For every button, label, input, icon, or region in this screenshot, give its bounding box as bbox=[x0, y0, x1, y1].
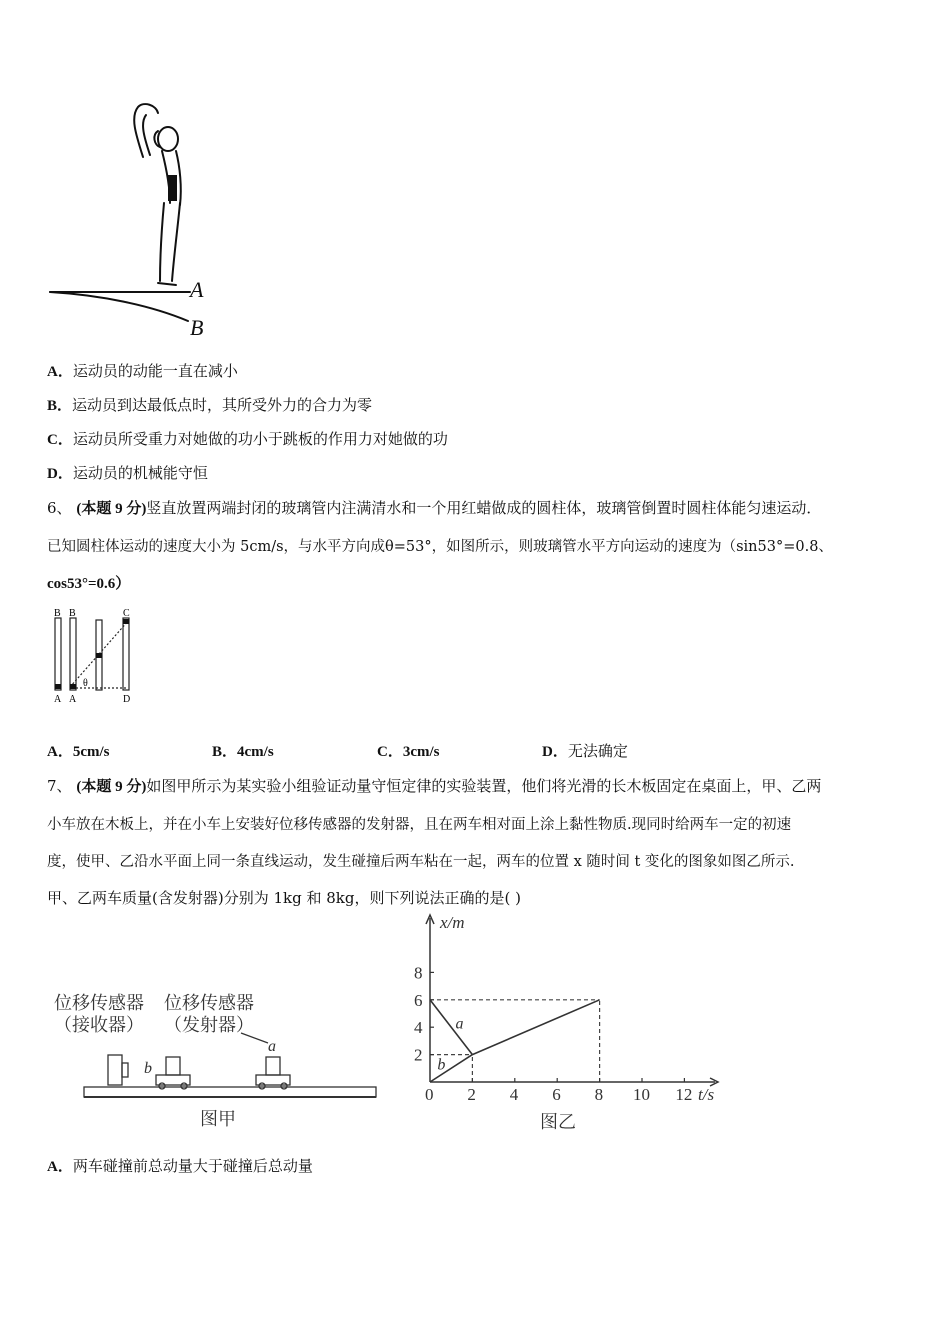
tube-label-c: C bbox=[123, 608, 130, 619]
q5-option-d: D．运动员的机械能守恒 bbox=[47, 464, 208, 482]
q7-line4: 甲、乙两车质量(含发射器)分别为 1kg 和 8kg，则下列说法正确的是( ) bbox=[47, 889, 521, 907]
q6-option-d: D．无法确定 bbox=[542, 742, 628, 760]
x-tick-label-8: 8 bbox=[594, 1085, 604, 1104]
label-a: A bbox=[190, 277, 204, 302]
tube-label-a1: A bbox=[54, 694, 62, 705]
q7-line1: 7、 (本题 9 分)如图甲所示为某实验小组验证动量守恒定律的实验装置，他们将光滑的长木板固定在桌面上，甲、乙两 bbox=[47, 777, 822, 795]
series-b bbox=[430, 1055, 472, 1082]
x-axis-label: t/s bbox=[698, 1085, 715, 1104]
y-tick-label-8: 8 bbox=[414, 963, 423, 983]
x-tick-label-10: 10 bbox=[633, 1085, 650, 1104]
tube-figure bbox=[46, 606, 146, 706]
x-tick-label-2: 2 bbox=[467, 1085, 476, 1104]
q6-line3: cos53°=0.6） bbox=[47, 576, 131, 592]
q5-option-a: A．运动员的动能一直在减小 bbox=[47, 362, 238, 380]
y-axis-label: x/m bbox=[440, 913, 465, 932]
q7-line3: 度，使甲、乙沿水平面上同一条直线运动，发生碰撞后两车粘在一起，两车的位置 x 随时间 t 变化的图象如图乙所示. bbox=[47, 854, 795, 870]
emitter-label-2: （发射器） bbox=[164, 1015, 254, 1035]
apparatus-figure bbox=[46, 985, 396, 1135]
x-tick-label-6: 6 bbox=[552, 1085, 561, 1104]
q5-option-b: B．运动员到达最低点时，其所受外力的合力为零 bbox=[47, 396, 373, 414]
fig-jia-caption: 图甲 bbox=[200, 1109, 236, 1129]
series-label-b: b bbox=[437, 1056, 446, 1074]
q6-line2: 已知圆柱体运动的速度大小为 5cm/s，与水平方向成θ=53°，如图所示，则玻璃管水平方向运动的速度为（sin53°=0.8、 bbox=[47, 539, 833, 555]
x-tick-label-0: 0 bbox=[425, 1085, 434, 1104]
q5-option-c: C．运动员所受重力对她做的功小于跳板的作用力对她做的功 bbox=[47, 430, 448, 448]
emitter-label-1: 位移传感器 bbox=[164, 993, 254, 1013]
xt-chart bbox=[400, 910, 730, 1135]
y-tick-label-6: 6 bbox=[414, 990, 423, 1010]
cart-b-label: b bbox=[144, 1060, 152, 1077]
diver-figure bbox=[40, 95, 240, 345]
q7-option-a: A．两车碰撞前总动量大于碰撞后总动量 bbox=[47, 1157, 313, 1175]
series-combined bbox=[472, 1000, 599, 1055]
y-tick-label-2: 2 bbox=[414, 1045, 423, 1065]
tube-label-a2: A bbox=[69, 694, 77, 705]
y-tick-label-4: 4 bbox=[414, 1018, 423, 1038]
receiver-label-1: 位移传感器 bbox=[54, 993, 144, 1013]
tube-label-b2: B bbox=[69, 608, 76, 619]
x-tick-label-12: 12 bbox=[675, 1085, 693, 1104]
q6-option-a: A．5cm/s bbox=[47, 744, 110, 760]
label-b: B bbox=[190, 315, 204, 340]
q6-option-c: C．3cm/s bbox=[377, 744, 440, 760]
tube-label-theta: θ bbox=[83, 678, 88, 689]
tube-label-b1: B bbox=[54, 608, 61, 619]
series-label-a: a bbox=[455, 1015, 464, 1033]
series-a bbox=[430, 1000, 472, 1055]
q7-line2: 小车放在木板上，并在小车上安装好位移传感器的发射器，且在两车相对面上涂上黏性物质.现同时给两车一定的初速 bbox=[47, 817, 792, 833]
q6-option-b: B．4cm/s bbox=[212, 744, 274, 760]
chart-caption: 图乙 bbox=[540, 1112, 576, 1132]
tube-label-d: D bbox=[123, 694, 131, 705]
cart-a-label: a bbox=[268, 1038, 276, 1055]
receiver-label-2: （接收器） bbox=[54, 1015, 144, 1035]
q6-line1: 6、 (本题 9 分)竖直放置两端封闭的玻璃管内注满清水和一个用红蜡做成的圆柱体，玻璃管倒置时圆柱体能匀速运动． bbox=[47, 499, 822, 517]
x-tick-label-4: 4 bbox=[509, 1085, 519, 1104]
